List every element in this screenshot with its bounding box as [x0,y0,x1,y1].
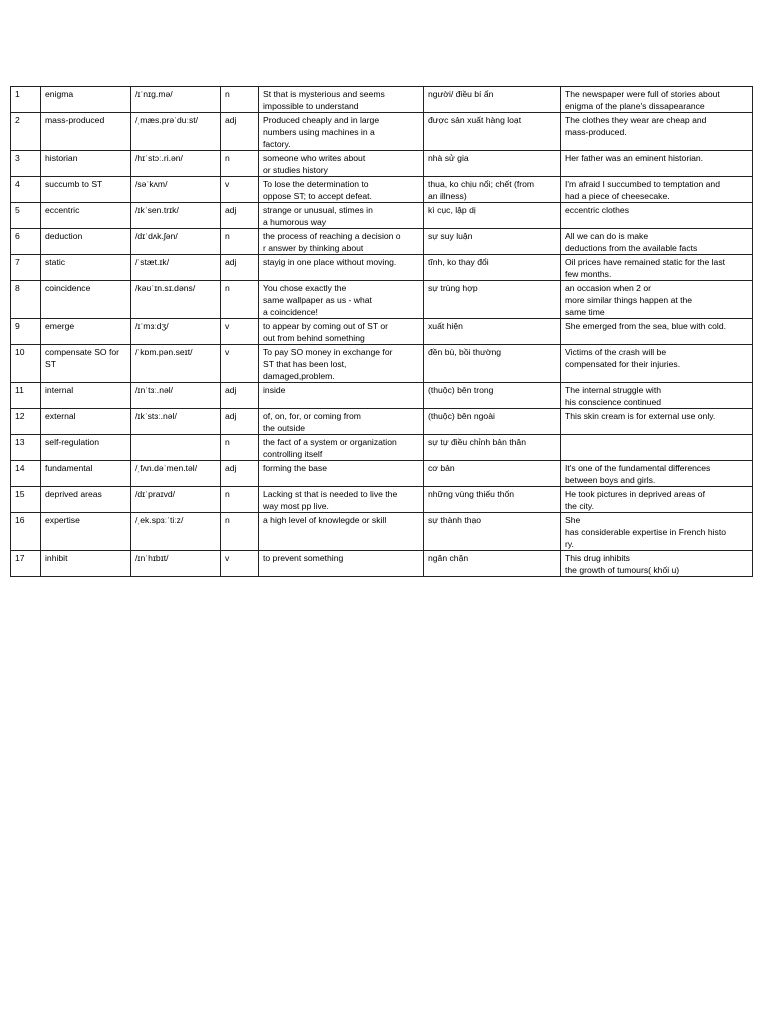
definition-line: oppose ST; to accept defeat. [263,191,372,201]
vocab-word: coincidence [45,283,91,293]
vietnamese-meaning-line: sự tự điều chỉnh bản thân [428,437,526,447]
vocab-word-cell [41,281,131,319]
table-row [11,487,753,513]
row-number: 16 [15,515,25,525]
example-sentence-line: more similar things happen at the [565,295,693,305]
row-number: 9 [15,321,20,331]
example-sentence-cell [561,281,753,319]
part-of-speech-cell [221,87,259,113]
definition-line: or studies history [263,165,328,175]
part-of-speech-cell [221,151,259,177]
part-of-speech-cell [221,345,259,383]
definition-line: strange or unusual, stimes in [263,205,373,215]
example-sentence-line: Her father was an eminent historian. [565,153,704,163]
vocab-word-cell [41,383,131,409]
example-sentence-line: This skin cream is for external use only. [565,411,716,421]
part-of-speech-cell [221,229,259,255]
definition-line: the fact of a system or organization [263,437,397,447]
example-sentence-cell [561,487,753,513]
row-number-cell [11,487,41,513]
part-of-speech: v [225,321,230,331]
definition-line: a humorous way [263,217,327,227]
row-number-cell [11,461,41,487]
definition-line: r answer by thinking about [263,243,364,253]
pronunciation: /ˈstæt.ɪk/ [135,257,170,267]
vietnamese-meaning-cell [424,255,561,281]
example-sentence-cell [561,345,753,383]
table-row [11,151,753,177]
vietnamese-meaning-cell [424,177,561,203]
pronunciation: /ɪnˈhɪbɪt/ [135,553,169,563]
example-sentence-line: has considerable expertise in French histo [565,527,726,537]
vocab-word: inhibit [45,553,68,563]
part-of-speech: n [225,153,230,163]
row-number-cell [11,151,41,177]
definition-line: the outside [263,423,306,433]
pronunciation: /ɪˈmɜːdʒ/ [135,321,169,331]
vocab-word: external [45,411,76,421]
row-number: 8 [15,283,20,293]
pronunciation: /ˌmæs.prəˈduːst/ [135,115,199,125]
part-of-speech: n [225,515,230,525]
vocab-word-cell [41,87,131,113]
vietnamese-meaning-line: thua, ko chịu nổi; chết (from [428,179,535,189]
part-of-speech-cell [221,383,259,409]
example-sentence-line: ry. [565,539,574,549]
vietnamese-meaning-cell [424,281,561,319]
row-number-cell [11,177,41,203]
vocab-word-cell [41,177,131,203]
definition-cell [259,281,424,319]
vietnamese-meaning-line: nhà sử gia [428,153,469,163]
vietnamese-meaning-cell [424,461,561,487]
example-sentence-cell [561,513,753,551]
table-row [11,435,753,461]
row-number: 17 [15,553,25,563]
example-sentence-line: deductions from the available facts [565,243,698,253]
table-row [11,409,753,435]
pronunciation: /səˈkʌm/ [135,179,168,189]
pronunciation-cell [131,319,221,345]
vietnamese-meaning-cell [424,229,561,255]
pronunciation: /ɪkˈstɜː.nəl/ [135,411,177,421]
vietnamese-meaning-cell [424,87,561,113]
part-of-speech: adj [225,385,237,395]
example-sentence-cell [561,255,753,281]
vietnamese-meaning-cell [424,487,561,513]
definition-cell [259,345,424,383]
vocab-word-cell [41,435,131,461]
vietnamese-meaning-line: kì cục, lập dị [428,205,476,215]
definition-cell [259,177,424,203]
pronunciation-cell [131,487,221,513]
vietnamese-meaning-cell [424,113,561,151]
vocab-word: expertise [45,515,80,525]
pronunciation-cell [131,177,221,203]
part-of-speech: n [225,89,230,99]
definition-line: stayig in one place without moving. [263,257,397,267]
definition-cell [259,255,424,281]
definition-cell [259,551,424,577]
row-number: 10 [15,347,25,357]
row-number: 1 [15,89,20,99]
vocab-word: deprived areas [45,489,102,499]
pronunciation: /ˌfʌn.dəˈmen.təl/ [135,463,198,473]
example-sentence-line: It's one of the fundamental differences [565,463,711,473]
pronunciation: /dɪˈdʌk.ʃən/ [135,231,178,241]
row-number-cell [11,319,41,345]
part-of-speech: adj [225,463,237,473]
pronunciation-cell [131,281,221,319]
pronunciation: /dɪˈpraɪvd/ [135,489,176,499]
row-number-cell [11,87,41,113]
example-sentence-line: She [565,515,581,525]
vocab-word-cell [41,409,131,435]
vocab-word: mass-produced [45,115,105,125]
pronunciation-cell [131,113,221,151]
definition-line: same wallpaper as us - what [263,295,372,305]
pronunciation: /kəʊˈɪn.sɪ.dəns/ [135,283,196,293]
part-of-speech: n [225,283,230,293]
vietnamese-meaning-line: được sản xuất hàng loạt [428,115,522,125]
vocab-word: self-regulation [45,437,99,447]
row-number: 14 [15,463,25,473]
pronunciation-cell [131,151,221,177]
vietnamese-meaning-cell [424,319,561,345]
pronunciation-cell [131,345,221,383]
part-of-speech-cell [221,461,259,487]
definition-line: controlling itself [263,449,323,459]
pronunciation-cell [131,513,221,551]
vocab-word-cell [41,203,131,229]
definition-line: to appear by coming out of ST or [263,321,388,331]
definition-line: to prevent something [263,553,344,563]
definition-line: a coincidence! [263,307,318,317]
example-sentence-line: She emerged from the sea, blue with cold. [565,321,726,331]
definition-line: inside [263,385,286,395]
part-of-speech-cell [221,113,259,151]
pronunciation: /hɪˈstɔː.ri.ən/ [135,153,183,163]
row-number-cell [11,229,41,255]
example-sentence-cell [561,203,753,229]
vietnamese-meaning-cell [424,203,561,229]
table-row [11,229,753,255]
row-number: 11 [15,385,24,395]
vocab-word: fundamental [45,463,93,473]
example-sentence-line: I'm afraid I succumbed to temptation and [565,179,720,189]
example-sentence-line: the city. [565,501,594,511]
definition-line: You chose exactly the [263,283,347,293]
definition-line: ST that has been lost, [263,359,347,369]
definition-cell [259,435,424,461]
vietnamese-meaning-line: (thuộc) bên ngoài [428,411,495,421]
example-sentence-cell [561,383,753,409]
part-of-speech-cell [221,551,259,577]
example-sentence-cell [561,151,753,177]
example-sentence-line: Victims of the crash will be [565,347,667,357]
vietnamese-meaning-cell [424,383,561,409]
part-of-speech-cell [221,435,259,461]
example-sentence-line: The newspaper were full of stories about [565,89,720,99]
row-number-cell [11,409,41,435]
vocab-word-cell [41,113,131,151]
part-of-speech: n [225,231,230,241]
definition-cell [259,151,424,177]
example-sentence-line: enigma of the plane's dissapearance [565,101,705,111]
example-sentence-line: The clothes they wear are cheap and [565,115,707,125]
pronunciation: /ɪkˈsen.trɪk/ [135,205,179,215]
definition-cell [259,383,424,409]
pronunciation: /ɪˈnɪɡ.mə/ [135,89,173,99]
part-of-speech: n [225,489,230,499]
definition-line: To pay SO money in exchange for [263,347,393,357]
pronunciation-cell [131,255,221,281]
pronunciation: /ˈkɒm.pən.seɪt/ [135,347,193,357]
vocab-word-cell [41,513,131,551]
row-number: 3 [15,153,20,163]
pronunciation-cell [131,383,221,409]
example-sentence-line: between boys and girls. [565,475,656,485]
vocab-word: internal [45,385,74,395]
vocab-word-cell [41,255,131,281]
part-of-speech: v [225,553,230,563]
vietnamese-meaning-cell [424,551,561,577]
vietnamese-meaning-line: đền bù, bồi thường [428,347,502,357]
example-sentence-cell [561,229,753,255]
vocab-word-cell [41,551,131,577]
example-sentence-cell [561,551,753,577]
row-number: 15 [15,489,25,499]
part-of-speech-cell [221,513,259,551]
vocab-word-cell [41,151,131,177]
vietnamese-meaning-cell [424,151,561,177]
definition-cell [259,87,424,113]
definition-cell [259,487,424,513]
example-sentence-cell [561,319,753,345]
vietnamese-meaning-line: xuất hiện [428,321,463,331]
example-sentence-line: same time [565,307,605,317]
part-of-speech: adj [225,257,237,267]
definition-cell [259,203,424,229]
table-row [11,461,753,487]
vietnamese-meaning-cell [424,345,561,383]
pronunciation-cell [131,229,221,255]
part-of-speech-cell [221,487,259,513]
pronunciation-cell [131,203,221,229]
part-of-speech-cell [221,203,259,229]
part-of-speech: n [225,437,230,447]
example-sentence-cell [561,177,753,203]
definition-cell [259,461,424,487]
row-number: 13 [15,437,25,447]
part-of-speech: adj [225,115,237,125]
vocab-word: succumb to ST [45,179,103,189]
definition-line: impossible to understand [263,101,359,111]
table-row [11,513,753,551]
vocab-word: eccentric [45,205,80,215]
definition-line: way most pp live. [263,501,329,511]
row-number: 2 [15,115,20,125]
vocab-word: compensate SO for ST [45,347,120,369]
row-number-cell [11,203,41,229]
row-number-cell [11,281,41,319]
definition-line: forming the base [263,463,328,473]
example-sentence-line: This drug inhibits [565,553,630,563]
pronunciation-cell [131,551,221,577]
vocab-word: emerge [45,321,75,331]
row-number-cell [11,345,41,383]
vietnamese-meaning-line: sự trùng hợp [428,283,478,293]
example-sentence-line: compensated for their injuries. [565,359,681,369]
example-sentence-line: the growth of tumours( khối u) [565,565,680,575]
example-sentence-line: an occasion when 2 or [565,283,651,293]
vocab-word-cell [41,229,131,255]
pronunciation-cell [131,409,221,435]
pronunciation: /ɪnˈtɜː.nəl/ [135,385,174,395]
vocab-word: enigma [45,89,74,99]
row-number-cell [11,551,41,577]
table-row [11,383,753,409]
table-row [11,203,753,229]
definition-line: a high level of knowlegde or skill [263,515,387,525]
definition-line: out from behind something [263,333,365,343]
part-of-speech-cell [221,177,259,203]
row-number-cell [11,513,41,551]
definition-cell [259,319,424,345]
part-of-speech-cell [221,409,259,435]
row-number: 12 [15,411,25,421]
example-sentence-cell [561,461,753,487]
table-row [11,113,753,151]
definition-line: factory. [263,139,291,149]
example-sentence-line: mass-produced. [565,127,627,137]
row-number: 4 [15,179,20,189]
pronunciation-cell [131,87,221,113]
definition-line: Produced cheaply and in large [263,115,380,125]
vietnamese-meaning-line: (thuộc) bên trong [428,385,494,395]
example-sentence-line: Oil prices have remained static for the last [565,257,726,267]
part-of-speech-cell [221,281,259,319]
part-of-speech-cell [221,255,259,281]
example-sentence-line: eccentric clothes [565,205,630,215]
definition-cell [259,229,424,255]
vietnamese-meaning-line: ngăn chặn [428,553,469,563]
row-number: 5 [15,205,20,215]
definition-line: Lacking st that is needed to live the [263,489,398,499]
definition-cell [259,113,424,151]
vietnamese-meaning-line: cơ bản [428,463,455,473]
vocab-word-cell [41,461,131,487]
vocab-word-cell [41,319,131,345]
row-number-cell [11,383,41,409]
definition-cell [259,513,424,551]
definition-line: numbers using machines in a [263,127,375,137]
row-number-cell [11,113,41,151]
part-of-speech: v [225,179,230,189]
definition-cell [259,409,424,435]
vietnamese-meaning-line: người/ điều bí ẩn [428,89,494,99]
table-row [11,177,753,203]
example-sentence-line: All we can do is make [565,231,649,241]
table-row [11,319,753,345]
vocab-word: historian [45,153,78,163]
vietnamese-meaning-line: những vùng thiếu thốn [428,489,515,499]
example-sentence-cell [561,409,753,435]
row-number-cell [11,435,41,461]
definition-line: damaged,problem. [263,371,335,381]
part-of-speech-cell [221,319,259,345]
vocabulary-table-body [11,87,753,577]
part-of-speech: adj [225,411,237,421]
vietnamese-meaning-line: an illness) [428,191,467,201]
definition-line: someone who writes about [263,153,366,163]
part-of-speech: adj [225,205,237,215]
definition-line: St that is mysterious and seems [263,89,385,99]
example-sentence-cell [561,87,753,113]
pronunciation-cell [131,435,221,461]
pronunciation: /ˌek.spɜːˈtiːz/ [135,515,184,525]
vietnamese-meaning-cell [424,435,561,461]
definition-line: of, on, for, or coming from [263,411,361,421]
vietnamese-meaning-cell [424,409,561,435]
example-sentence-cell [561,113,753,151]
table-row [11,551,753,577]
row-number-cell [11,255,41,281]
table-row [11,255,753,281]
pronunciation-cell [131,461,221,487]
definition-line: To lose the determination to [263,179,369,189]
example-sentence-line: had a piece of cheesecake. [565,191,670,201]
row-number: 6 [15,231,20,241]
vietnamese-meaning-line: tĩnh, ko thay đổi [428,257,489,267]
vocab-word-cell [41,345,131,383]
table-row [11,345,753,383]
example-sentence-cell [561,435,753,461]
part-of-speech: v [225,347,230,357]
vietnamese-meaning-line: sự thành thạo [428,515,482,525]
vocab-word-cell [41,487,131,513]
vietnamese-meaning-line: sự suy luận [428,231,473,241]
vocabulary-table [10,86,753,577]
example-sentence-line: few months. [565,269,612,279]
example-sentence-line: his conscience continued [565,397,662,407]
table-row [11,281,753,319]
vocab-word: static [45,257,66,267]
vietnamese-meaning-cell [424,513,561,551]
row-number: 7 [15,257,20,267]
table-row [11,87,753,113]
vocab-word: deduction [45,231,83,241]
example-sentence-line: The internal struggle with [565,385,662,395]
example-sentence-line: He took pictures in deprived areas of [565,489,705,499]
definition-line: the process of reaching a decision o [263,231,401,241]
